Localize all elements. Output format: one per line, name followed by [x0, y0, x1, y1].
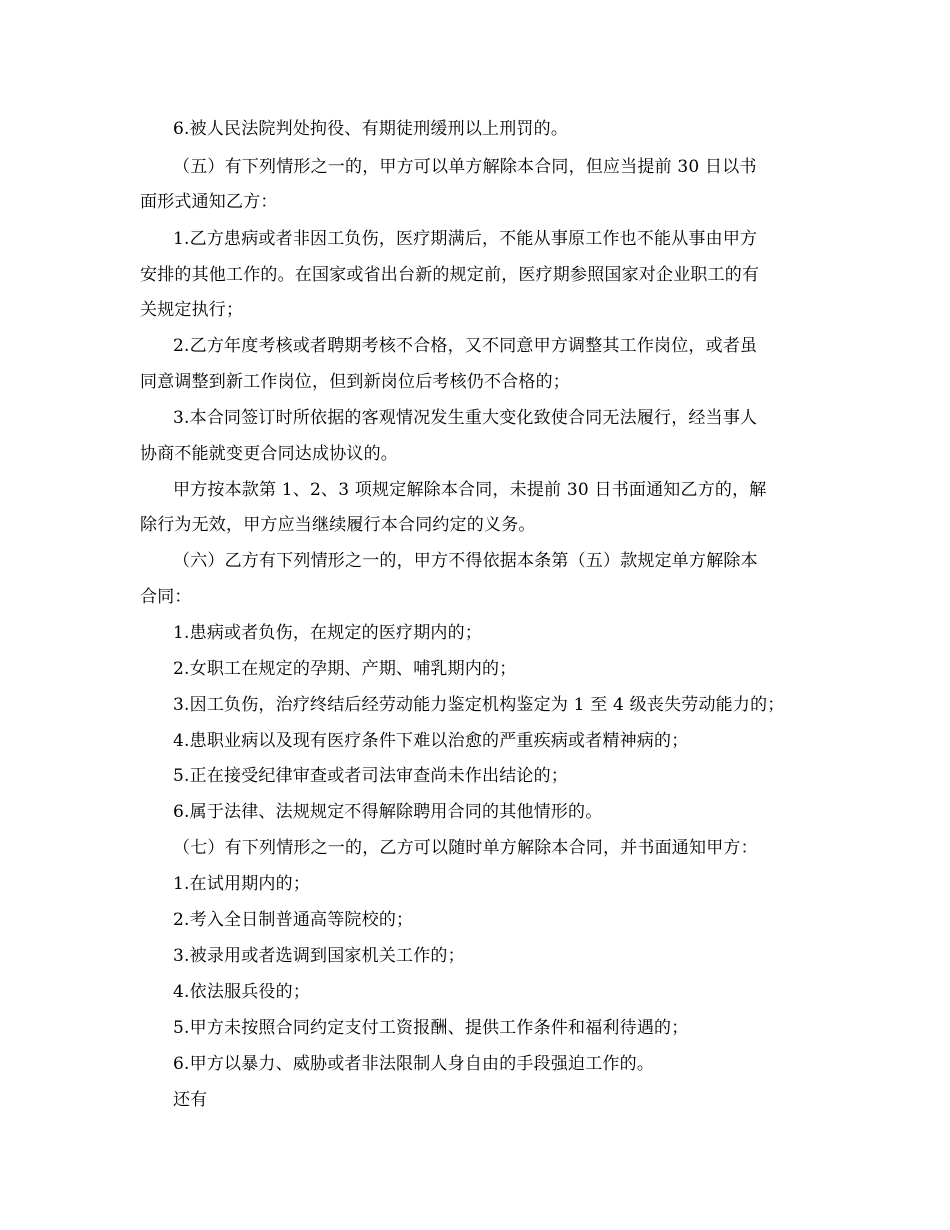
text-line: 6.属于法律、法规规定不得解除聘用合同的其他情形的。: [173, 802, 603, 822]
text-line: 6.甲方以暴力、威胁或者非法限制人身自由的手段强迫工作的。: [173, 1054, 655, 1074]
text-line: 1.患病或者负伤，在规定的医疗期内的；: [173, 623, 483, 643]
text-line: 面形式通知乙方：: [140, 192, 278, 212]
text-line: 甲方按本款第 1、2、3 项规定解除本合同，未提前 30 日书面通知乙方的，解: [173, 480, 767, 500]
text-line: 5.甲方未按照合同约定支付工资报酬、提供工作条件和福利待遇的；: [173, 1018, 689, 1038]
text-line: 安排的其他工作的。在国家或省出台新的规定前，医疗期参照国家对企业职工的有: [140, 265, 760, 285]
text-line: 2.考入全日制普通高等院校的；: [173, 910, 414, 930]
text-line: 2.乙方年度考核或者聘期考核不合格，又不同意甲方调整其工作岗位，或者虽: [173, 336, 758, 356]
text-line: 同意调整到新工作岗位，但到新岗位后考核仍不合格的；: [140, 372, 570, 392]
text-line: 合同：: [140, 587, 192, 607]
text-line: 关规定执行；: [140, 300, 244, 320]
text-line: 3.因工负伤，治疗终结后经劳动能力鉴定机构鉴定为 1 至 4 级丧失劳动能力的；: [173, 695, 785, 715]
text-line: 4.患职业病以及现有医疗条件下难以治愈的严重疾病或者精神病的；: [173, 731, 689, 751]
text-line: 协商不能就变更合同达成协议的。: [140, 444, 398, 464]
text-line: 1.乙方患病或者非因工负伤，医疗期满后，不能从事原工作也不能从事由甲方: [173, 229, 758, 249]
text-line: （六）乙方有下列情形之一的，甲方不得依据本条第（五）款规定单方解除本: [173, 551, 758, 571]
text-line: 3.本合同签订时所依据的客观情况发生重大变化致使合同无法履行，经当事人: [173, 408, 758, 428]
text-line: （五）有下列情形之一的，甲方可以单方解除本合同，但应当提前 30 日以书: [173, 157, 757, 177]
text-line: 6.被人民法院判处拘役、有期徒刑缓刑以上刑罚的。: [173, 119, 569, 139]
text-line: 3.被录用或者选调到国家机关工作的；: [173, 946, 465, 966]
text-line: 除行为无效，甲方应当继续履行本合同约定的义务。: [140, 515, 536, 535]
text-line: 5.正在接受纪律审查或者司法审查尚未作出结论的；: [173, 766, 569, 786]
text-line: 2.女职工在规定的孕期、产期、哺乳期内的；: [173, 659, 517, 679]
text-line: 还有: [173, 1090, 208, 1110]
text-line: 1.在试用期内的；: [173, 874, 311, 894]
text-line: （七）有下列情形之一的，乙方可以随时单方解除本合同，并书面通知甲方：: [173, 838, 758, 858]
text-line: 4.依法服兵役的；: [173, 982, 311, 1002]
